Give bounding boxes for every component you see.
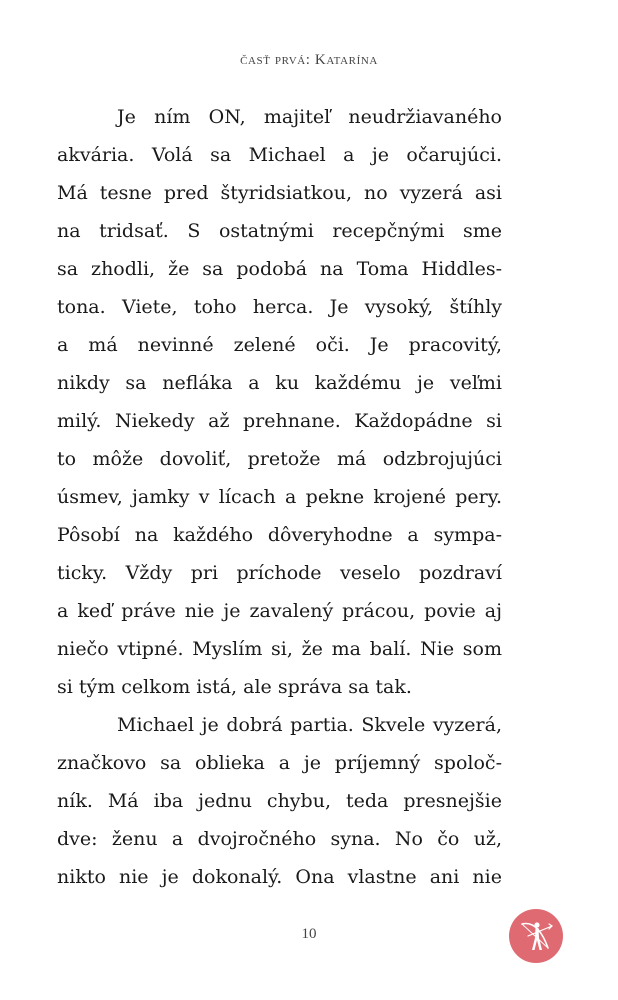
paragraph-2 <box>57 706 502 896</box>
text-line: Je ním ON, majiteľ neudržiavaného <box>117 106 502 128</box>
body-text <box>57 98 502 896</box>
archer-logo-icon <box>508 908 564 964</box>
paragraph-1 <box>57 98 502 706</box>
text-line: sa zhodli, že sa podobá na Toma Hiddles- <box>57 258 502 280</box>
text-line: na tridsať. S ostatnými recepčnými sme <box>57 220 502 242</box>
text-line: dve: ženu a dvojročného syna. No čo už, <box>57 828 502 850</box>
text-line: akvária. Volá sa Michael a je očarujúci. <box>57 144 502 166</box>
text-line: ník. Má iba jednu chybu, teda presnejšie <box>57 790 502 812</box>
text-line: značkovo sa oblieka a je príjemný spoloč- <box>57 752 502 774</box>
text-line: nikdy sa nefláka a ku každému je veľmi <box>57 372 502 394</box>
running-header: časť prvá: Katarína <box>240 52 378 68</box>
text-line: Michael je dobrá partia. Skvele vyzerá, <box>117 714 502 736</box>
text-line: to môže dovoliť, pretože má odzbrojujúci <box>57 448 502 470</box>
page-number: 10 <box>301 926 317 942</box>
text-line: niečo vtipné. Myslím si, že ma balí. Nie som <box>57 638 502 660</box>
text-line: nikto nie je dokonalý. Ona vlastne ani nie <box>57 866 502 888</box>
text-line: tona. Viete, toho herca. Je vysoký, štíhly <box>57 296 502 318</box>
text-line: si tým celkom istá, ale správa sa tak. <box>57 676 412 698</box>
text-line: úsmev, jamky v lícach a pekne krojené pery. <box>57 486 502 508</box>
text-line: a keď práve nie je zavalený prácou, povie aj <box>57 600 502 622</box>
text-line: ticky. Vždy pri príchode veselo pozdraví <box>57 562 502 584</box>
text-line: Má tesne pred štyridsiatkou, no vyzerá asi <box>57 182 502 204</box>
text-line: milý. Niekedy až prehnane. Každopádne si <box>57 410 502 432</box>
text-line: Pôsobí na každého dôveryhodne a sympa- <box>57 524 502 546</box>
text-line: a má nevinné zelené oči. Je pracovitý, <box>57 334 502 356</box>
